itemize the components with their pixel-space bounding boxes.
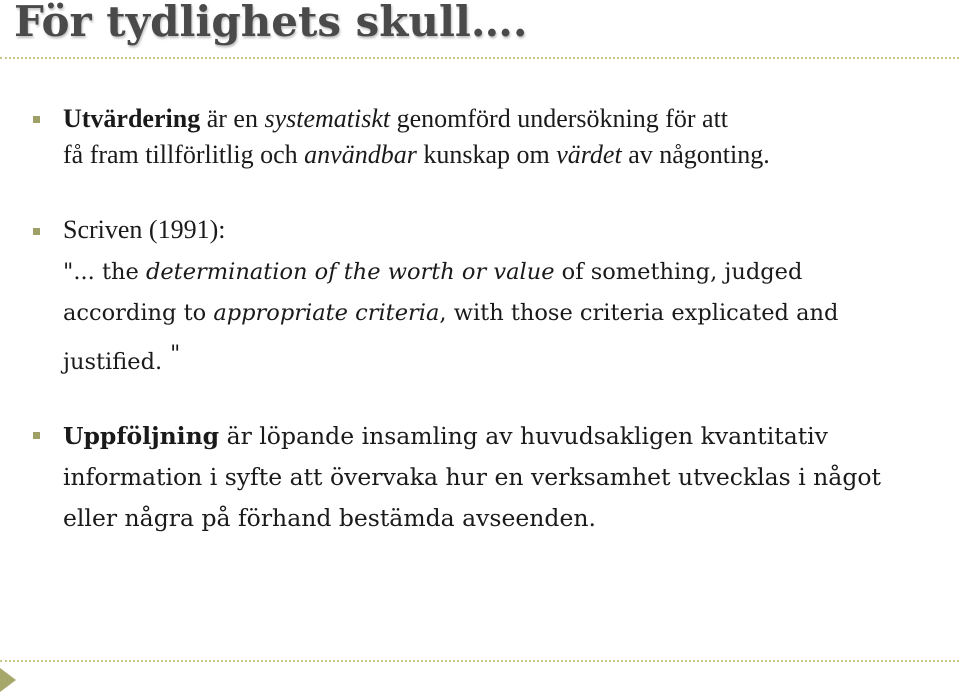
bottom-divider xyxy=(0,660,959,662)
term-uppfoljning: Uppföljning xyxy=(63,422,220,450)
bullet-3-line-1: Uppföljning är löpande insamling av huvudsakligen kvantitativ xyxy=(63,422,828,450)
quote-line-2: according to appropriate criteria, with those criteria explicated and xyxy=(63,300,839,326)
term-utvardering: Utvärdering xyxy=(63,104,201,133)
bullet-marker-1 xyxy=(33,116,40,123)
quote-line-1: "... the determination of the worth or value of something, judged xyxy=(63,259,803,285)
bullet-3-line-3: eller några på förhand bestämda avseenden. xyxy=(63,504,596,532)
corner-arrow-icon xyxy=(0,668,16,692)
bullet-marker-3 xyxy=(33,432,40,439)
quote-line-3: justified. " xyxy=(63,334,956,383)
slide-title: För tydlighets skull…. xyxy=(14,0,528,46)
bullet-utvardering xyxy=(63,101,956,173)
bullet-uppfoljning xyxy=(63,416,956,539)
closing-quote-mark: " xyxy=(170,342,181,367)
bullet-1-line-1: Utvärdering är en systematiskt genomförd undersökning för att xyxy=(63,104,729,133)
bullet-1-line-2: få fram tillförlitlig och användbar kunskap om värdet av någonting. xyxy=(63,140,770,169)
bullet-scriven: Scriven (1991): xyxy=(63,215,226,244)
bullet-marker-2 xyxy=(33,228,40,235)
top-divider xyxy=(0,57,959,59)
bullet-3-line-2: information i syfte att övervaka hur en verksamhet utvecklas i något xyxy=(63,463,881,491)
scriven-quote xyxy=(63,252,956,383)
